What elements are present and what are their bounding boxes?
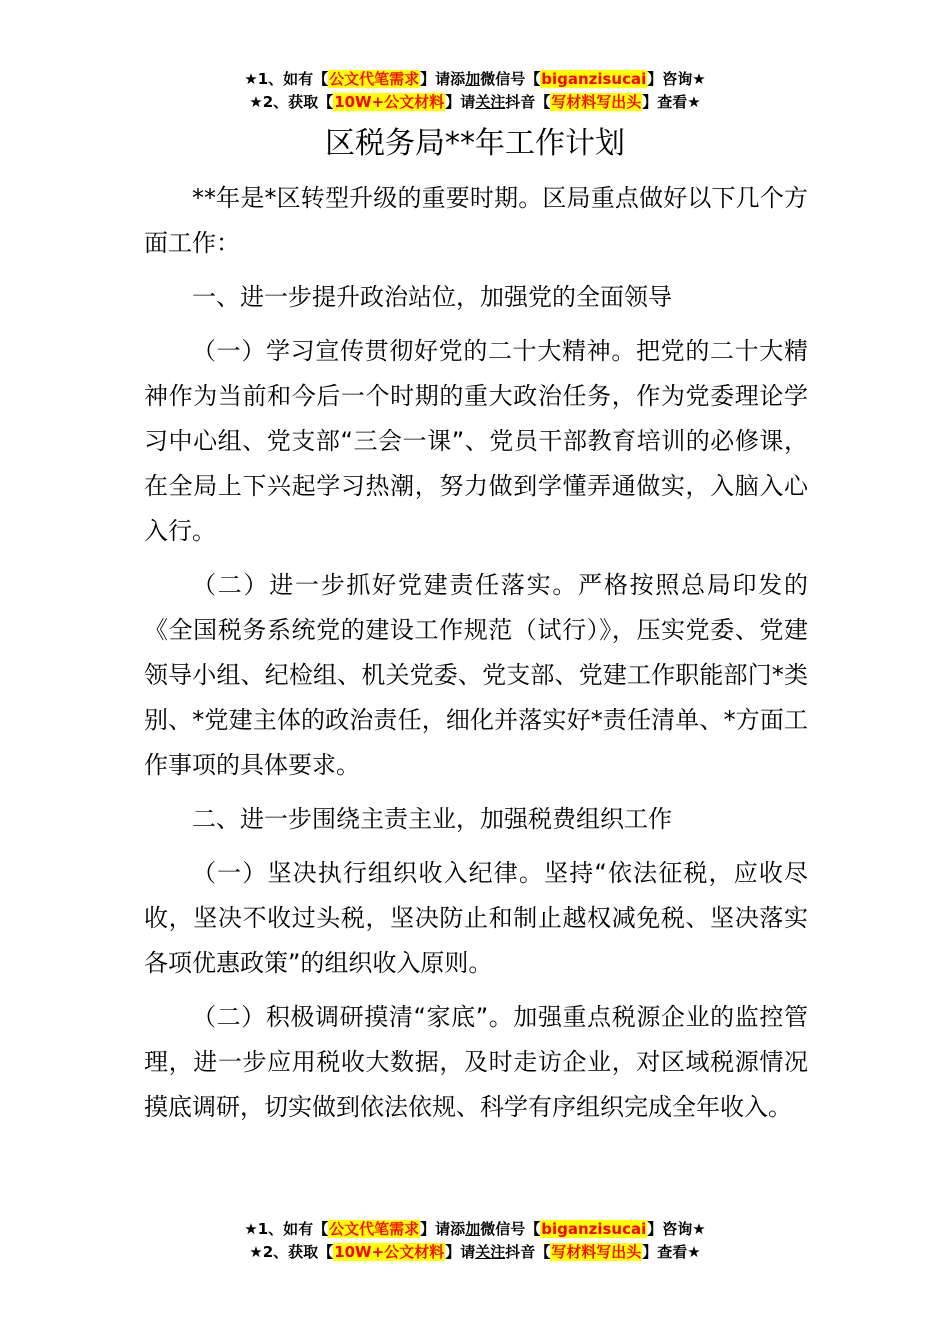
banner-text: 】咨询★ bbox=[647, 1220, 706, 1238]
banner-highlight-wechat-id: biganzisucai bbox=[541, 1220, 647, 1238]
footer-banner bbox=[0, 1218, 950, 1264]
banner-highlight-douyin: 写材料写出头 bbox=[551, 1243, 642, 1261]
paragraph-2-2: （二）积极调研摸清“家底”。加强重点税源企业的监控管理，进一步应用税收大数据，及时走访企业，对区域税源情况摸底调研，切实做到依法依规、科学有序组织完成全年收入。 bbox=[144, 1003, 808, 1121]
banner-text: 抖音【 bbox=[505, 1243, 551, 1261]
banner-line-2 bbox=[0, 1241, 950, 1264]
banner-text: 微信号【 bbox=[480, 70, 541, 88]
banner-text: 】请 bbox=[445, 1243, 476, 1261]
banner-text: 】咨询★ bbox=[647, 70, 706, 88]
paragraph-1-1: （一）学习宣传贯彻好党的二十大精神。把党的二十大精神作为当前和今后一个时期的重大政治任务，作为党委理论学习中心组、党支部“三会一课”、党员干部教育培训的必修课，在全局上下兴起学习热潮，努力做到学懂弄通做实，入脑入心入行。 bbox=[144, 337, 808, 545]
banner-line-2 bbox=[0, 91, 950, 114]
paragraph-2-1: （一）坚决执行组织收入纪律。坚持“依法征税，应收尽收，坚决不收过头税，坚决防止和制止越权减免税、坚决落实各项优惠政策”的组织收入原则。 bbox=[144, 859, 808, 977]
banner-underline-text: 关注 bbox=[475, 93, 506, 111]
banner-highlight-materials: 10W+公文材料 bbox=[334, 1243, 445, 1261]
banner-text: ★2、获取【 bbox=[249, 1243, 334, 1261]
paragraph-1-2: （二）进一步抓好党建责任落实。严格按照总局印发的《全国税务系统党的建设工作规范（试行）》，压实党委、党建领导小组、纪检组、机关党委、党支部、党建工作职能部门*类别、*党建主体的政治责任，细化并落实好*责任清单、*方面工作事项的具体要求。 bbox=[144, 571, 808, 779]
banner-highlight-service: 公文代笔需求 bbox=[329, 70, 420, 88]
banner-line-1 bbox=[0, 68, 950, 91]
banner-underline-text: 加 bbox=[465, 70, 481, 88]
section-heading-1: 一、进一步提升政治站位，加强党的全面领导 bbox=[192, 283, 672, 311]
banner-underline-text: 加 bbox=[465, 1220, 481, 1238]
banner-highlight-service: 公文代笔需求 bbox=[329, 1220, 420, 1238]
document-body bbox=[144, 176, 808, 1139]
banner-text: 】请添 bbox=[420, 70, 466, 88]
header-banner bbox=[0, 68, 950, 114]
banner-text: 】请添 bbox=[420, 1220, 466, 1238]
banner-highlight-materials: 10W+公文材料 bbox=[334, 93, 445, 111]
banner-highlight-wechat-id: biganzisucai bbox=[541, 70, 647, 88]
banner-underline-text: 关注 bbox=[475, 1243, 506, 1261]
banner-text: ★2、获取【 bbox=[249, 93, 334, 111]
banner-text: ★1、如有【 bbox=[244, 1220, 329, 1238]
banner-text: 抖音【 bbox=[505, 93, 551, 111]
section-heading-2: 二、进一步围绕主责主业，加强税费组织工作 bbox=[192, 805, 672, 833]
banner-highlight-douyin: 写材料写出头 bbox=[551, 93, 642, 111]
banner-text: 】查看★ bbox=[642, 1243, 701, 1261]
banner-text: 】请 bbox=[445, 93, 476, 111]
banner-text: 微信号【 bbox=[480, 1220, 541, 1238]
banner-line-1 bbox=[0, 1218, 950, 1241]
banner-text: ★1、如有【 bbox=[244, 70, 329, 88]
paragraph-intro: **年是*区转型升级的重要时期。区局重点做好以下几个方面工作： bbox=[144, 184, 808, 257]
banner-text: 】查看★ bbox=[642, 93, 701, 111]
document-title: 区税务局**年工作计划 bbox=[325, 126, 625, 161]
